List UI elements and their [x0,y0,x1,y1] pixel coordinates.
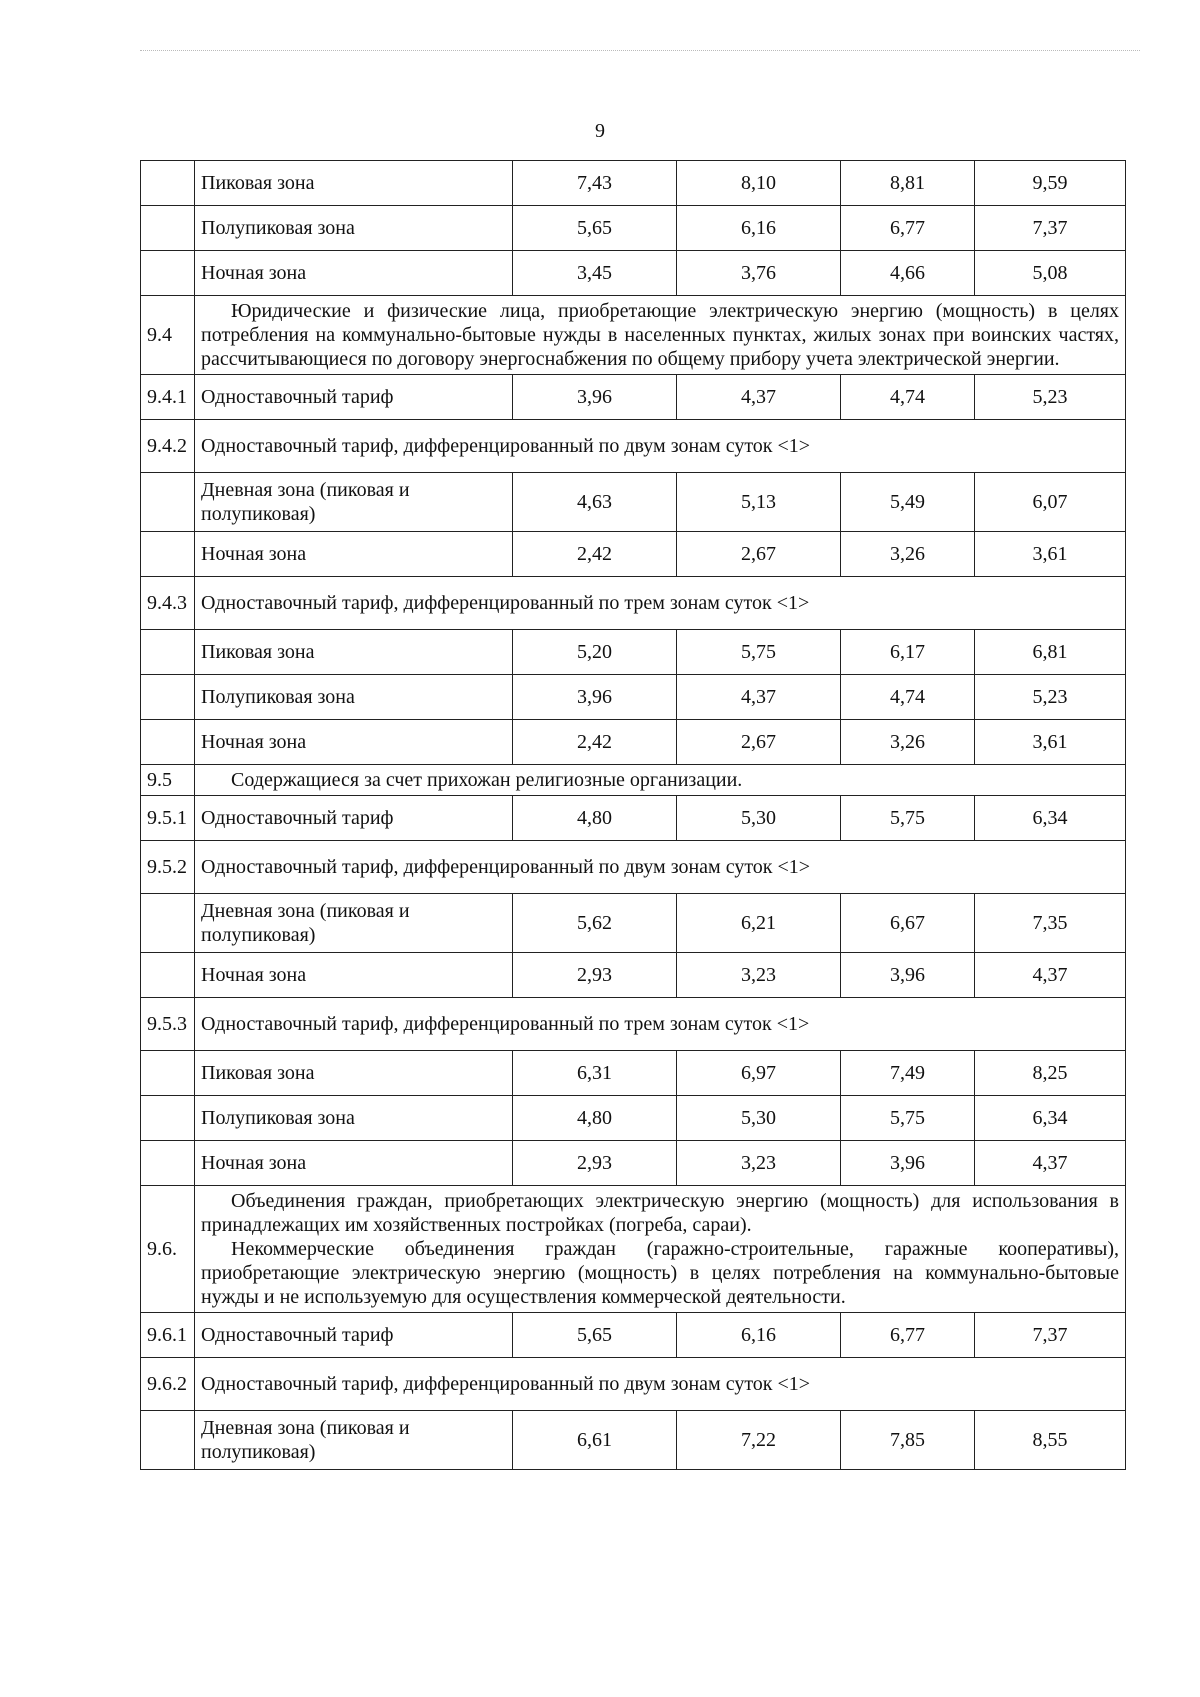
tariff-value-cell: 3,96 [513,375,677,420]
subsection-heading-cell: Одноставочный тариф, дифференцированный по двум зонам суток <1> [195,420,1126,473]
tariff-value-cell: 4,37 [975,1141,1126,1186]
tariff-value-cell: 6,17 [841,630,975,675]
tariff-value-cell: 5,20 [513,630,677,675]
row-number-cell: 9.5 [141,765,195,796]
tariff-value-cell: 2,42 [513,532,677,577]
tariff-value-cell: 5,30 [677,796,841,841]
tariff-value-cell: 5,30 [677,1096,841,1141]
table-row [141,796,1126,841]
row-number-cell: 9.6.1 [141,1313,195,1358]
tariff-value-cell: 6,67 [841,894,975,953]
row-number-cell [141,251,195,296]
tariff-value-cell: 7,22 [677,1411,841,1470]
tariff-value-cell: 6,07 [975,473,1126,532]
tariff-value-cell: 6,34 [975,796,1126,841]
row-number-cell: 9.5.2 [141,841,195,894]
tariff-value-cell: 3,26 [841,532,975,577]
zone-name-cell: Дневная зона (пиковая и полупиковая) [195,894,513,953]
tariff-value-cell: 8,25 [975,1051,1126,1096]
tariff-value-cell: 6,16 [677,206,841,251]
zone-name-cell: Полупиковая зона [195,675,513,720]
row-number-cell [141,1051,195,1096]
tariff-table-body [141,161,1126,1470]
tariff-value-cell: 3,61 [975,720,1126,765]
tariff-value-cell: 3,96 [841,1141,975,1186]
scan-artifact-line [140,50,1140,54]
row-number-cell [141,953,195,998]
row-number-cell [141,1141,195,1186]
subsection-heading-cell: Одноставочный тариф, дифференцированный по двум зонам суток <1> [195,841,1126,894]
table-row [141,765,1126,796]
row-number-cell [141,473,195,532]
tariff-value-cell: 3,26 [841,720,975,765]
row-number-cell [141,1411,195,1470]
tariff-value-cell: 3,23 [677,1141,841,1186]
zone-name-cell: Дневная зона (пиковая и полупиковая) [195,1411,513,1470]
table-row [141,206,1126,251]
tariff-value-cell: 5,23 [975,375,1126,420]
zone-name-cell: Полупиковая зона [195,206,513,251]
table-row [141,1096,1126,1141]
row-number-cell: 9.5.1 [141,796,195,841]
tariff-value-cell: 5,75 [841,1096,975,1141]
section-description-cell: Содержащиеся за счет прихожан религиозные организации. [195,765,1126,796]
tariff-value-cell: 5,08 [975,251,1126,296]
tariff-value-cell: 6,31 [513,1051,677,1096]
tariff-value-cell: 3,23 [677,953,841,998]
tariff-value-cell: 5,75 [841,796,975,841]
page-number: 9 [595,120,605,142]
tariff-value-cell: 6,77 [841,206,975,251]
section-description-cell [195,1186,1126,1313]
section-paragraph: Некоммерческие объединения граждан (гаражно-строительные, гаражные кооперативы), приобретающие электрическую энергию (мощность) в целях потребления на коммунально-бытовые нужды и не используемую для осуществления коммерческой деятельности. [201,1238,1119,1308]
tariff-value-cell: 5,49 [841,473,975,532]
tariff-name-cell: Одноставочный тариф [195,796,513,841]
tariff-value-cell: 5,65 [513,206,677,251]
tariff-value-cell: 6,77 [841,1313,975,1358]
table-row [141,251,1126,296]
tariff-value-cell: 4,80 [513,796,677,841]
tariff-value-cell: 5,75 [677,630,841,675]
table-row [141,894,1126,953]
tariff-value-cell: 6,16 [677,1313,841,1358]
tariff-value-cell: 4,80 [513,1096,677,1141]
tariff-value-cell: 4,37 [677,375,841,420]
tariff-value-cell: 4,37 [677,675,841,720]
zone-name-cell: Пиковая зона [195,1051,513,1096]
row-number-cell: 9.6.2 [141,1358,195,1411]
tariff-value-cell: 2,93 [513,953,677,998]
row-number-cell: 9.5.3 [141,998,195,1051]
zone-name-cell: Ночная зона [195,720,513,765]
tariff-value-cell: 2,67 [677,720,841,765]
row-number-cell: 9.4.2 [141,420,195,473]
tariff-value-cell: 2,67 [677,532,841,577]
subsection-heading-cell: Одноставочный тариф, дифференцированный по двум зонам суток <1> [195,1358,1126,1411]
tariff-value-cell: 7,37 [975,206,1126,251]
table-row [141,375,1126,420]
zone-name-cell: Дневная зона (пиковая и полупиковая) [195,473,513,532]
tariff-value-cell: 3,76 [677,251,841,296]
tariff-value-cell: 6,21 [677,894,841,953]
row-number-cell [141,532,195,577]
table-row [141,473,1126,532]
tariff-value-cell: 6,34 [975,1096,1126,1141]
tariff-value-cell: 5,65 [513,1313,677,1358]
row-number-cell: 9.6. [141,1186,195,1313]
tariff-value-cell: 6,97 [677,1051,841,1096]
tariff-value-cell: 5,23 [975,675,1126,720]
tariff-value-cell: 9,59 [975,161,1126,206]
tariff-table [140,160,1126,1470]
table-row [141,675,1126,720]
zone-name-cell: Ночная зона [195,251,513,296]
tariff-value-cell: 4,37 [975,953,1126,998]
section-description-cell: Юридические и физические лица, приобретающие электрическую энергию (мощность) в целях потребления на коммунально-бытовые нужды в населенных пунктах, жилых зонах при воинских частях, рассчитывающиеся по договору энергоснабжения по общему прибору учета электрической энергии. [195,296,1126,375]
tariff-value-cell: 3,61 [975,532,1126,577]
tariff-value-cell: 7,85 [841,1411,975,1470]
zone-name-cell: Пиковая зона [195,630,513,675]
tariff-value-cell: 7,37 [975,1313,1126,1358]
table-row [141,161,1126,206]
tariff-value-cell: 7,35 [975,894,1126,953]
tariff-value-cell: 3,96 [513,675,677,720]
row-number-cell [141,720,195,765]
tariff-value-cell: 3,96 [841,953,975,998]
tariff-value-cell: 5,62 [513,894,677,953]
subsection-heading-cell: Одноставочный тариф, дифференцированный по трем зонам суток <1> [195,577,1126,630]
tariff-value-cell: 4,74 [841,675,975,720]
zone-name-cell: Пиковая зона [195,161,513,206]
table-row [141,577,1126,630]
zone-name-cell: Ночная зона [195,953,513,998]
table-row [141,1051,1126,1096]
row-number-cell [141,894,195,953]
table-row [141,953,1126,998]
row-number-cell: 9.4.3 [141,577,195,630]
table-row [141,720,1126,765]
tariff-value-cell: 6,61 [513,1411,677,1470]
tariff-name-cell: Одноставочный тариф [195,1313,513,1358]
tariff-value-cell: 5,13 [677,473,841,532]
row-number-cell [141,206,195,251]
table-row [141,420,1126,473]
row-number-cell: 9.4.1 [141,375,195,420]
table-row [141,998,1126,1051]
row-number-cell [141,630,195,675]
table-row [141,296,1126,375]
tariff-value-cell: 8,81 [841,161,975,206]
tariff-value-cell: 3,45 [513,251,677,296]
section-paragraph: Объединения граждан, приобретающих электрическую энергию (мощность) для использования в принадлежащих им хозяйственных постройках (погреба, сараи). [201,1190,1119,1236]
tariff-value-cell: 2,42 [513,720,677,765]
zone-name-cell: Ночная зона [195,532,513,577]
row-number-cell [141,161,195,206]
table-row [141,1186,1126,1313]
table-row [141,1313,1126,1358]
tariff-value-cell: 7,49 [841,1051,975,1096]
table-row [141,1141,1126,1186]
tariff-value-cell: 6,81 [975,630,1126,675]
row-number-cell [141,675,195,720]
tariff-value-cell: 7,43 [513,161,677,206]
row-number-cell [141,1096,195,1141]
row-number-cell: 9.4 [141,296,195,375]
table-row [141,630,1126,675]
tariff-value-cell: 8,55 [975,1411,1126,1470]
table-row [141,1358,1126,1411]
table-row [141,841,1126,894]
tariff-value-cell: 2,93 [513,1141,677,1186]
tariff-value-cell: 8,10 [677,161,841,206]
zone-name-cell: Ночная зона [195,1141,513,1186]
tariff-value-cell: 4,74 [841,375,975,420]
zone-name-cell: Полупиковая зона [195,1096,513,1141]
tariff-value-cell: 4,66 [841,251,975,296]
table-row [141,1411,1126,1470]
subsection-heading-cell: Одноставочный тариф, дифференцированный по трем зонам суток <1> [195,998,1126,1051]
table-row [141,532,1126,577]
tariff-value-cell: 4,63 [513,473,677,532]
tariff-name-cell: Одноставочный тариф [195,375,513,420]
